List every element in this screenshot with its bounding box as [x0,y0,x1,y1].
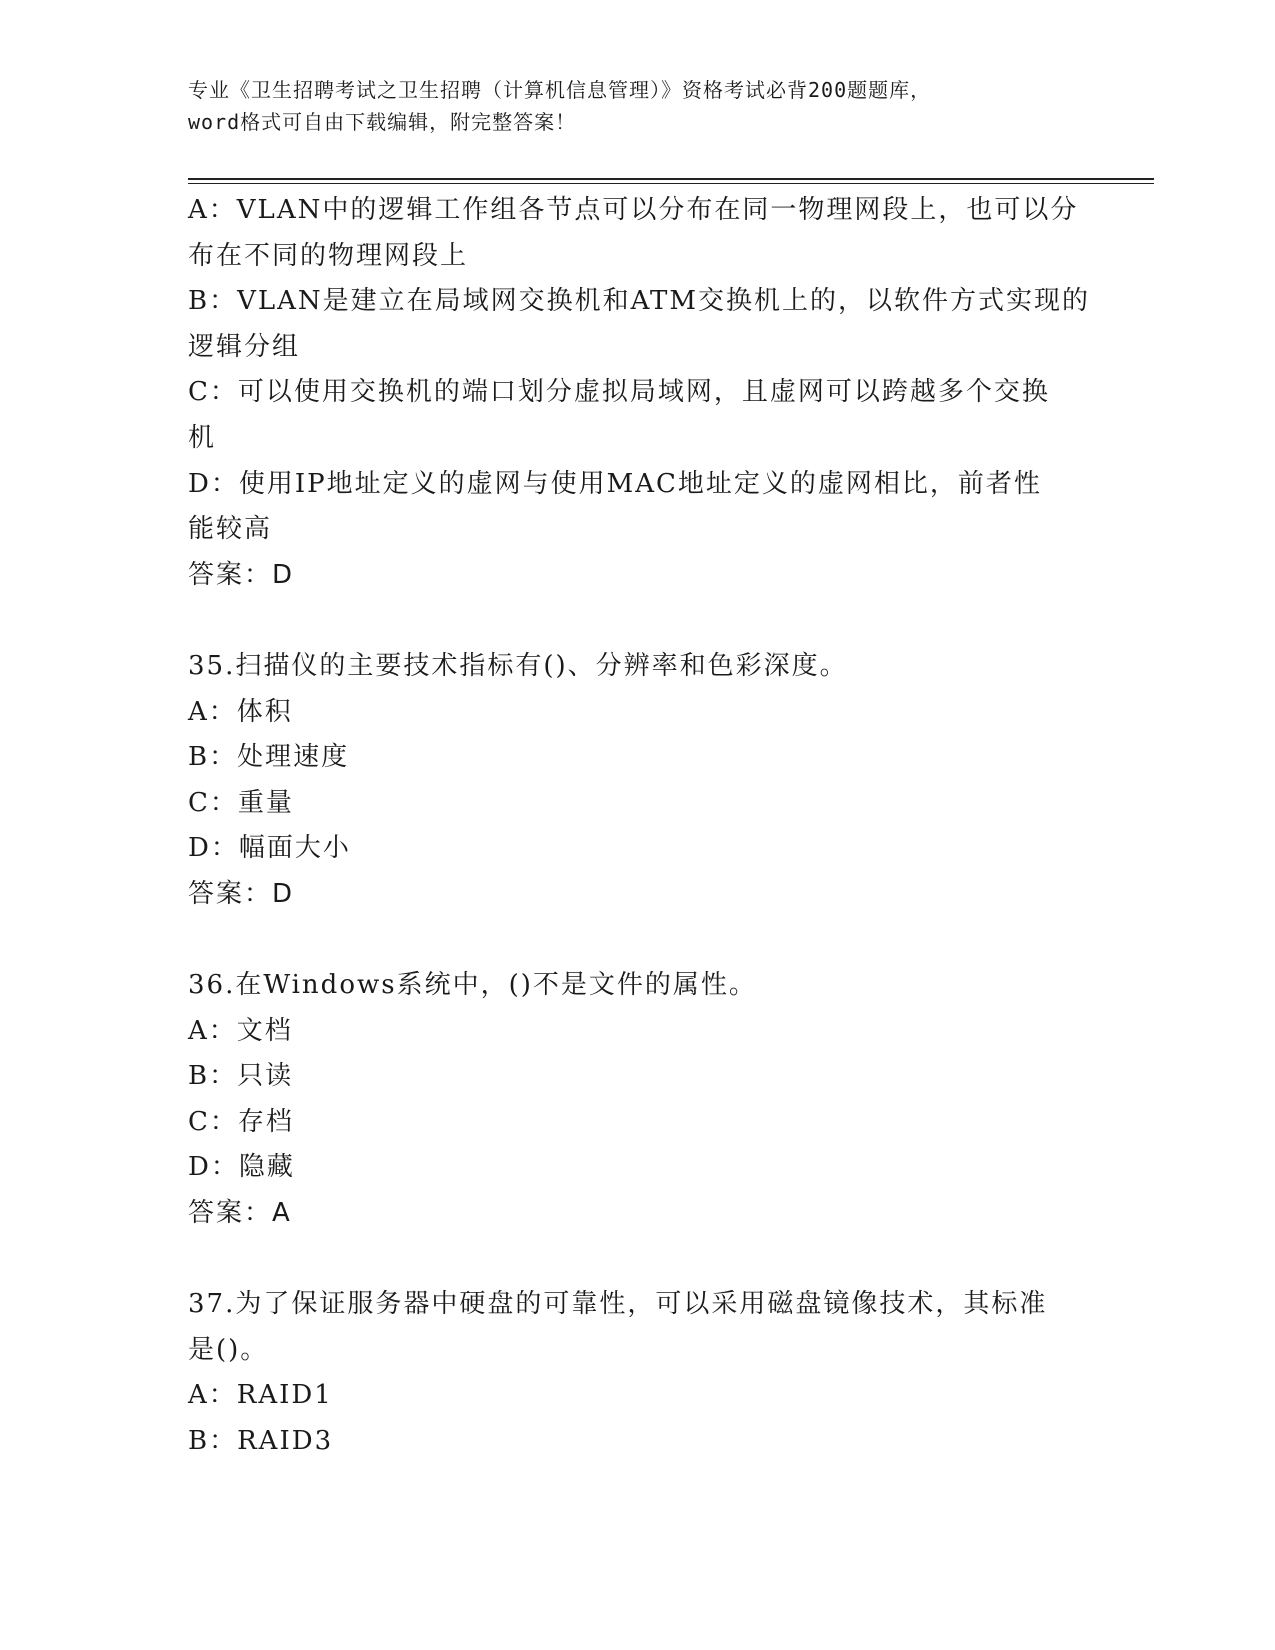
spacer [188,598,1088,644]
option-a: A：RAID1 [188,1380,333,1411]
answer-line: 答案：A [188,1198,292,1229]
option-a-line-1: A：VLAN中的逻辑工作组各节点可以分布在同一物理网段上，也可以分 [188,195,1079,225]
option-c: C：存档 [188,1106,294,1137]
option-c-line-2: 机 [188,422,217,453]
question-content [188,188,1088,1465]
spacer [188,918,1088,964]
question-37 [188,1282,1088,1464]
option-a: A：体积 [188,696,293,727]
option-d-line-2: 能较高 [188,514,273,545]
header-rule-thin [188,183,1154,184]
option-d-line-1: D：使用IP地址定义的虚网与使用MAC地址定义的虚网相比，前者性 [188,468,1042,499]
option-b: B：处理速度 [188,742,350,773]
option-d: D：幅面大小 [188,833,351,864]
option-c-line-1: C：可以使用交换机的端口划分虚拟局域网，且虚网可以跨越多个交换 [188,377,1050,408]
question-stem-line-2: 是()。 [188,1334,269,1365]
question-stem: 36.在Windows系统中，()不是文件的属性。 [188,970,757,1001]
header-rule-thick [188,178,1154,180]
option-a-line-2: 布在不同的物理网段上 [188,240,469,271]
question-stem: 35.扫描仪的主要技术指标有()、分辨率和色彩深度。 [188,650,848,681]
document-header [188,74,1088,138]
option-b: B：只读 [188,1061,294,1092]
option-d: D：隐藏 [188,1152,295,1183]
header-line-1: 专业《卫生招聘考试之卫生招聘（计算机信息管理）》资格考试必背200题题库， [188,78,932,102]
option-b: B：RAID3 [188,1426,334,1457]
header-line-2: word格式可自由下载编辑，附完整答案！ [188,110,577,134]
question-36 [188,963,1088,1237]
option-c: C：重量 [188,787,294,818]
answer-line: 答案：D [188,878,295,909]
question-35 [188,644,1088,918]
option-b-line-1: B：VLAN是建立在局域网交换机和ATM交换机上的，以软件方式实现的 [188,286,1090,317]
answer-line: 答案：D [188,559,295,590]
spacer [188,1237,1088,1283]
option-a: A：文档 [188,1015,293,1046]
question-stem-line-1: 37.为了保证服务器中硬盘的可靠性，可以采用磁盘镜像技术，其标准 [188,1289,1048,1320]
option-b-line-2: 逻辑分组 [188,331,301,362]
prev-question-block [188,188,1088,598]
